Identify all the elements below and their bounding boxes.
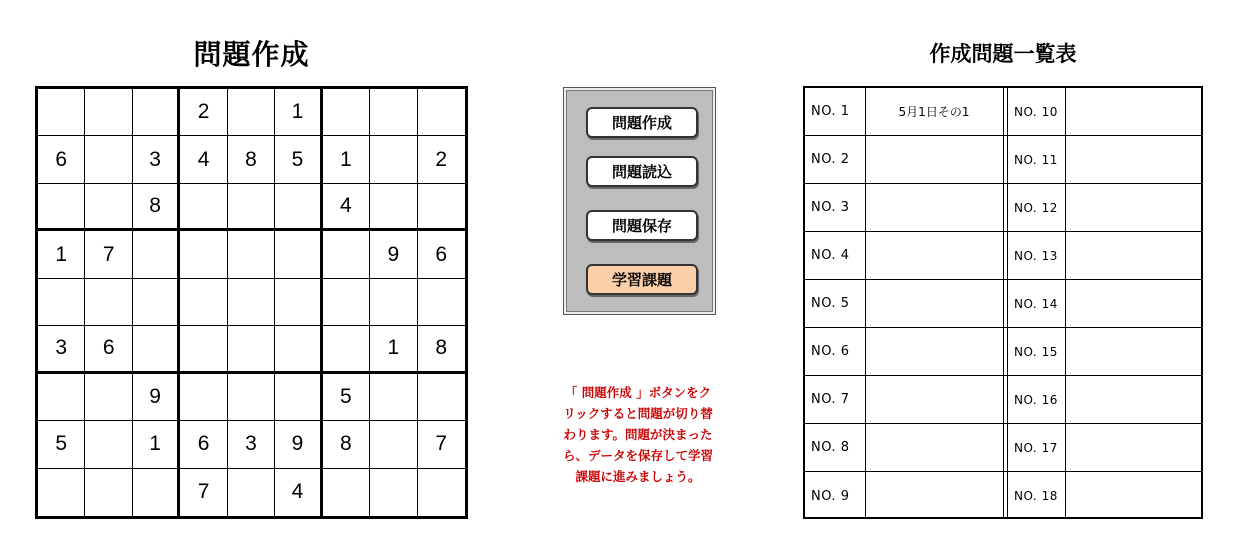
sudoku-cell[interactable] [85,421,132,468]
save-problem-button[interactable]: 問題保存 [586,210,698,241]
sudoku-cell[interactable]: 2 [180,89,227,136]
list-row [805,376,1201,424]
sudoku-cell[interactable] [228,326,275,373]
sudoku-cell[interactable] [323,89,370,136]
problem-name-cell[interactable] [1065,232,1201,279]
sudoku-cell[interactable] [228,89,275,136]
sudoku-cell[interactable] [418,469,465,516]
list-row [805,472,1201,520]
sudoku-cell[interactable] [85,469,132,516]
problem-name-cell[interactable] [865,280,1003,327]
problem-number-label: NO. 15 [1014,344,1058,359]
sudoku-cell[interactable]: 4 [275,469,322,516]
sudoku-cell[interactable]: 9 [133,374,180,421]
sudoku-cell[interactable] [133,326,180,373]
sudoku-cell[interactable]: 6 [38,136,85,183]
sudoku-cell[interactable]: 9 [275,421,322,468]
sudoku-cell[interactable]: 2 [418,136,465,183]
sudoku-cell[interactable]: 7 [418,421,465,468]
sudoku-cell[interactable] [228,279,275,326]
sudoku-cell[interactable] [418,184,465,231]
sudoku-cell[interactable] [38,374,85,421]
sudoku-cell[interactable] [275,279,322,326]
problem-number-label: NO. 1 [811,104,850,119]
sudoku-cell[interactable] [85,279,132,326]
sudoku-cell[interactable] [180,326,227,373]
problem-name-cell[interactable] [865,232,1003,279]
sudoku-cell[interactable] [85,89,132,136]
sudoku-cell[interactable] [38,184,85,231]
problem-name-cell[interactable] [865,472,1003,520]
problem-name-cell[interactable] [1065,328,1201,375]
problem-number-label: NO. 3 [811,200,850,215]
sudoku-cell[interactable]: 1 [370,326,417,373]
list-title: 作成問題一覧表 [929,42,1077,66]
instruction-line: リックすると問題が切り替 [563,406,713,421]
sudoku-cell[interactable] [275,231,322,278]
sudoku-cell[interactable]: 3 [228,421,275,468]
instruction-line: ら、データを保存して学習 [562,448,713,463]
sudoku-cell[interactable] [228,469,275,516]
problem-number-label: NO. 13 [1014,248,1058,263]
problem-number-label: NO. 6 [811,344,850,359]
sudoku-cell[interactable] [370,279,417,326]
sudoku-cell[interactable] [370,469,417,516]
sudoku-cell[interactable] [133,231,180,278]
problem-name-cell[interactable] [1065,424,1201,471]
sudoku-cell[interactable]: 7 [85,231,132,278]
sudoku-cell[interactable] [180,184,227,231]
instruction-line: 「 問題作成 」ボタンをク [564,385,712,400]
sudoku-cell[interactable] [38,469,85,516]
sudoku-cell[interactable] [85,374,132,421]
sudoku-cell[interactable] [228,184,275,231]
sudoku-cell[interactable]: 4 [323,184,370,231]
problem-name-cell[interactable] [1065,184,1201,231]
problem-name-cell[interactable] [865,328,1003,375]
problem-list-table [803,86,1203,519]
sudoku-cell[interactable] [85,136,132,183]
sudoku-cell[interactable]: 8 [228,136,275,183]
sudoku-cell[interactable]: 6 [180,421,227,468]
problem-name-cell[interactable] [865,184,1003,231]
problem-number-label: NO. 17 [1014,440,1058,455]
sudoku-cell[interactable] [418,89,465,136]
sudoku-cell[interactable] [323,279,370,326]
sudoku-cell[interactable] [133,279,180,326]
problem-name-cell[interactable] [1065,136,1201,183]
problem-name-cell[interactable] [1065,472,1201,520]
sudoku-cell[interactable]: 8 [418,326,465,373]
load-problem-button[interactable]: 問題読込 [586,156,698,187]
sudoku-cell[interactable] [370,136,417,183]
problem-name-cell[interactable] [865,376,1003,423]
problem-number-label: NO. 7 [811,392,850,407]
sudoku-cell[interactable] [180,279,227,326]
sudoku-cell[interactable] [323,326,370,373]
problem-number-label: NO. 2 [811,152,850,167]
sudoku-cell[interactable] [275,326,322,373]
problem-number-label: NO. 12 [1014,200,1058,215]
sudoku-cell[interactable]: 1 [275,89,322,136]
problem-number-label: NO. 4 [811,248,850,263]
sudoku-cell[interactable] [228,374,275,421]
sudoku-cell[interactable] [275,184,322,231]
list-row [805,280,1201,328]
problem-name-cell[interactable] [1065,280,1201,327]
sudoku-cell[interactable] [323,469,370,516]
problem-name-cell[interactable] [865,424,1003,471]
problem-number-label: NO. 5 [811,296,850,311]
sudoku-cell[interactable]: 3 [133,136,180,183]
control-panel [563,87,716,315]
sudoku-cell[interactable] [133,469,180,516]
instruction-note [543,382,733,487]
sudoku-cell[interactable] [323,231,370,278]
problem-number-label: NO. 9 [811,488,850,504]
sudoku-cell[interactable] [38,89,85,136]
sudoku-cell[interactable]: 6 [418,231,465,278]
sudoku-cell[interactable] [275,374,322,421]
sudoku-cell[interactable] [418,279,465,326]
sudoku-cell[interactable]: 6 [85,326,132,373]
problem-number-label: NO. 18 [1014,489,1058,503]
sudoku-cell[interactable] [180,374,227,421]
sudoku-cell[interactable]: 7 [180,469,227,516]
sudoku-cell[interactable]: 9 [370,231,417,278]
sudoku-cell[interactable] [38,279,85,326]
sudoku-cell[interactable] [370,374,417,421]
problem-name-cell[interactable]: 5月1日その1 [898,105,970,119]
sudoku-cell[interactable]: 1 [38,231,85,278]
sudoku-cell[interactable] [370,421,417,468]
sudoku-cell[interactable]: 5 [323,374,370,421]
sudoku-cell[interactable] [370,184,417,231]
page-title: 問題作成 [193,38,310,71]
sudoku-cell[interactable] [85,184,132,231]
list-row [805,232,1201,280]
sudoku-cell[interactable]: 4 [180,136,227,183]
instruction-line: 課題に進みましょう。 [575,469,701,484]
sudoku-cell[interactable]: 8 [133,184,180,231]
list-row [805,136,1201,184]
problem-number-label: NO. 8 [811,440,850,455]
list-row [805,184,1201,232]
list-row [805,328,1201,376]
sudoku-cell[interactable] [228,231,275,278]
problem-number-label: NO. 10 [1014,104,1058,119]
sudoku-cell[interactable] [133,89,180,136]
problem-name-cell[interactable] [865,136,1003,183]
sudoku-cell[interactable]: 5 [38,421,85,468]
problem-name-cell[interactable] [1065,376,1201,423]
problem-number-label: NO. 11 [1014,152,1058,167]
problem-number-label: NO. 14 [1014,296,1058,311]
create-problem-button[interactable]: 問題作成 [586,107,698,138]
sudoku-grid [35,86,468,519]
sudoku-cell[interactable]: 5 [275,136,322,183]
list-row [805,88,1201,136]
sudoku-cell[interactable]: 8 [323,421,370,468]
sudoku-cell[interactable]: 1 [323,136,370,183]
sudoku-cell[interactable] [180,231,227,278]
learning-task-button[interactable]: 学習課題 [586,264,698,295]
problem-name-cell[interactable] [1065,88,1201,135]
problem-number-label: NO. 16 [1014,392,1058,407]
sudoku-cell[interactable] [370,89,417,136]
sudoku-cell[interactable]: 3 [38,326,85,373]
list-row [805,424,1201,472]
instruction-line: わります。問題が決まった [563,427,713,442]
sudoku-cell[interactable]: 1 [133,421,180,468]
sudoku-cell[interactable] [418,374,465,421]
